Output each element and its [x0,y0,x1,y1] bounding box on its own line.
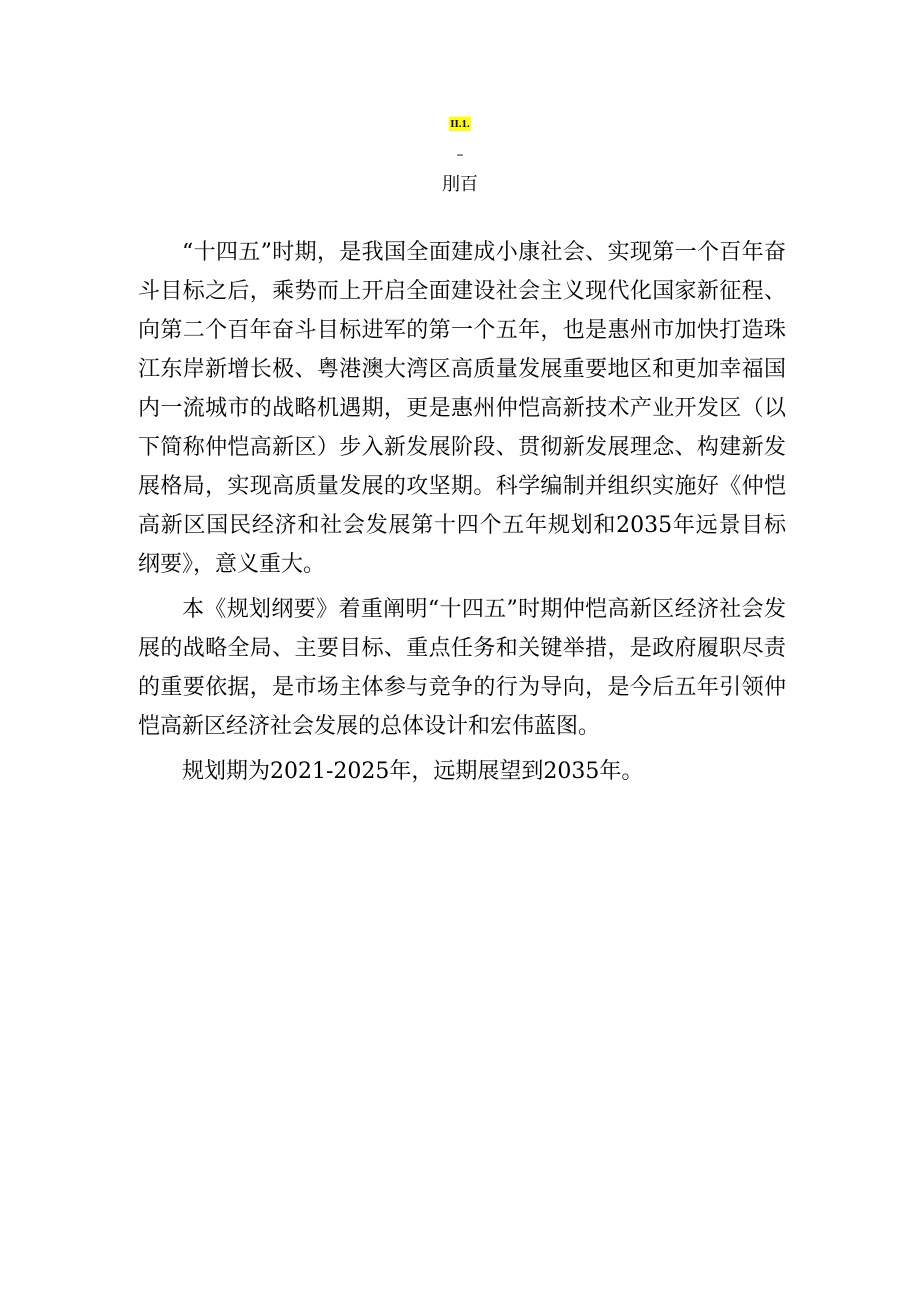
header-dash: – [456,147,464,163]
paragraph-1: “十四五”时期，是我国全面建成小康社会、实现第一个百年奋斗目标之后，乘势而上开启全面建设社会主义现代化国家新征程、向第二个百年奋斗目标进军的第一个五年，也是惠州市加快打造珠江东岸新增长极、粤港澳大湾区高质量发展重要地区和更加幸福国内一流城市的战略机遇期，更是惠州仲恺高新技术产业开发区（以下简称仲恺高新区）步入新发展阶段、贯彻新发展理念、构建新发展格局，实现高质量发展的攻坚期。科学编制并组织实施好《仲恺高新区国民经济和社会发展第十四个五年规划和2035年远景目标纲要》，意义重大。 [138,240,786,577]
section-title: 刖百 [442,174,478,195]
highlighted-marker: II.1. [450,118,470,130]
page-marker [0,112,920,131]
body-text [138,233,786,791]
paragraph-2: 本《规划纲要》着重阐明“十四五”时期仲恺高新区经济社会发展的战略全局、主要目标、重点任务和关键举措，是政府履职尽责的重要依据，是市场主体参与竞争的行为导向，是今后五年引领仲恺高新区经济社会发展的总体设计和宏伟蓝图。 [138,597,786,739]
paragraph-3: 规划期为2021-2025年，远期展望到2035年。 [182,759,644,784]
